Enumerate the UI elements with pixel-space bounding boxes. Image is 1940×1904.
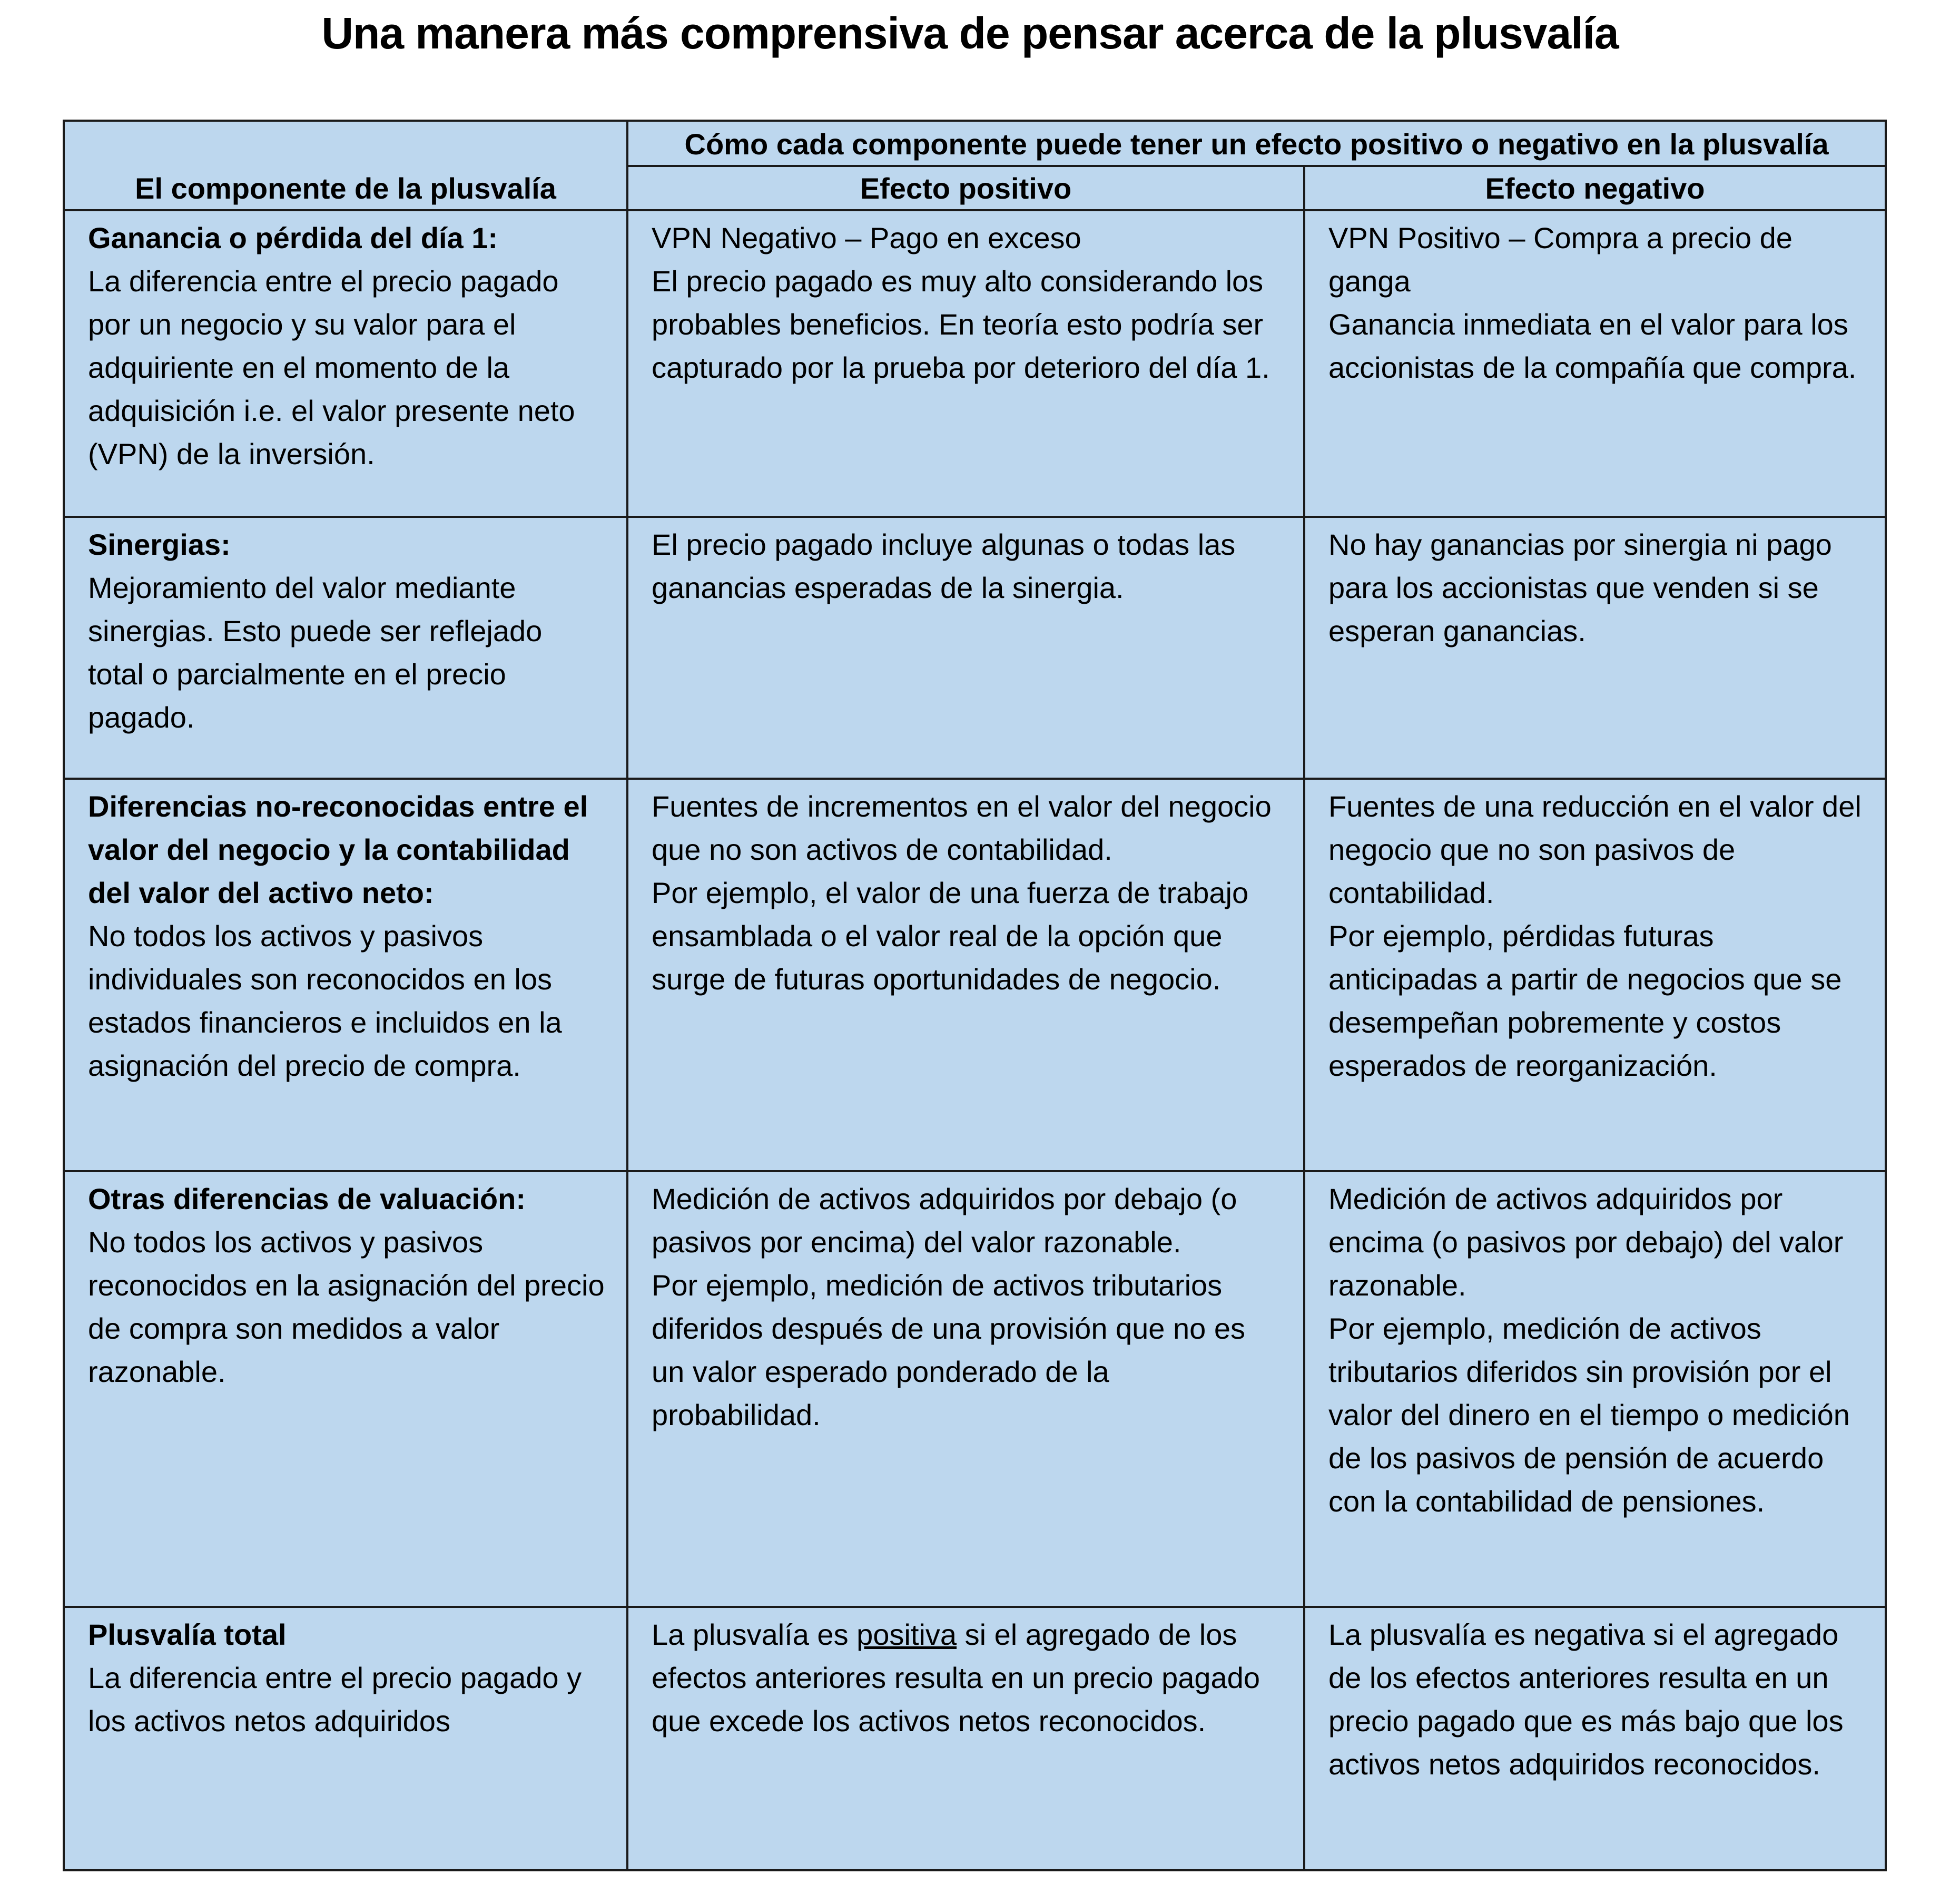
column-header-positive: Efecto positivo (627, 166, 1304, 210)
positive-effect-text-post: si el agregado de los efectos anteriores resulta en un precio pagado que excede los activos netos reconocidos. (652, 1618, 1260, 1738)
positive-effect-example: Por ejemplo, el valor de una fuerza de trabajo ensamblada o el valor real de la opción que surge de futuras oportunidades de negocio. (652, 876, 1249, 996)
positive-effect-cell (627, 1171, 1304, 1607)
negative-effect-text: La plusvalía es negativa si el agregado de los efectos anteriores resulta en un precio pagado que es más bajo que los activos netos adquiridos reconocidos. (1328, 1618, 1844, 1781)
component-description: No todos los activos y pasivos reconocidos en la asignación del precio de compra son medidos a valor razonable. (88, 1225, 605, 1388)
positive-effect-cell (627, 1607, 1304, 1870)
table-row (64, 210, 1886, 517)
goodwill-components-table-container (63, 120, 1885, 1871)
component-title: Diferencias no-reconocidas entre el valor del negocio y la contabilidad del valor del activo neto: (88, 790, 588, 909)
positive-effect-text: Fuentes de incrementos en el valor del negocio que no son activos de contabilidad. (652, 790, 1272, 866)
positive-effect-underlined-word: positiva (856, 1618, 957, 1651)
negative-effect-cell (1304, 517, 1886, 779)
component-cell (64, 210, 627, 517)
positive-effect-cell (627, 779, 1304, 1171)
positive-effect-example: Por ejemplo, medición de activos tributarios diferidos después de una provisión que no es un valor esperado ponderado de la probabilidad. (652, 1269, 1245, 1431)
negative-effect-cell (1304, 1171, 1886, 1607)
negative-effect-text: Fuentes de una reducción en el valor del negocio que no son pasivos de contabilidad. (1328, 790, 1862, 909)
component-cell (64, 1607, 627, 1870)
component-description: La diferencia entre el precio pagado y los activos netos adquiridos (88, 1661, 582, 1738)
negative-effect-text: Ganancia inmediata en el valor para los accionistas de la compañía que compra. (1328, 308, 1857, 384)
negative-effect-cell (1304, 210, 1886, 517)
negative-effect-example: Por ejemplo, medición de activos tributarios diferidos sin provisión por el valor del dinero en el tiempo o medición de los pasivos de pensión de acuerdo con la contabilidad de pensiones. (1328, 1312, 1850, 1518)
negative-effect-text: Medición de activos adquiridos por encima (o pasivos por debajo) del valor razonable. (1328, 1182, 1844, 1302)
component-title: Sinergias: (88, 528, 231, 561)
goodwill-components-table (63, 120, 1887, 1871)
column-header-component: El componente de la plusvalía (64, 166, 627, 210)
component-description: La diferencia entre el precio pagado por un negocio y su valor para el adquiriente en el momento de la adquisición i.e. el valor presente neto (VPN) de la inversión. (88, 264, 575, 470)
table-row (64, 517, 1886, 779)
component-cell (64, 1171, 627, 1607)
positive-effect-text: El precio pagado es muy alto considerando los probables beneficios. En teoría esto podría ser capturado por la prueba por deterioro del día 1. (652, 264, 1270, 384)
negative-effect-heading: VPN Positivo – Compra a precio de ganga (1328, 221, 1793, 298)
table-row (64, 1607, 1886, 1870)
table-header-row-columns (64, 166, 1886, 210)
positive-effect-heading: VPN Negativo – Pago en exceso (652, 221, 1081, 254)
component-description: No todos los activos y pasivos individuales son reconocidos en los estados financieros e incluidos en la asignación del precio de compra. (88, 919, 562, 1082)
table-row (64, 779, 1886, 1171)
table-header-row-group (64, 121, 1886, 166)
table-row (64, 1171, 1886, 1607)
positive-effect-text: El precio pagado incluye algunas o todas las ganancias esperadas de la sinergia. (652, 528, 1236, 604)
negative-effect-text: No hay ganancias por sinergia ni pago para los accionistas que venden si se esperan ganancias. (1328, 528, 1832, 647)
positive-effect-cell (627, 517, 1304, 779)
component-title: Plusvalía total (88, 1618, 287, 1651)
header-empty-cell (64, 121, 627, 166)
component-title: Otras diferencias de valuación: (88, 1182, 526, 1215)
component-description: Mejoramiento del valor mediante sinergias. Esto puede ser reflejado total o parcialmente en el precio pagado. (88, 571, 543, 734)
negative-effect-cell (1304, 779, 1886, 1171)
negative-effect-cell (1304, 1607, 1886, 1870)
page-title: Una manera más comprensiva de pensar acerca de la plusvalía (321, 8, 1619, 58)
column-header-negative: Efecto negativo (1304, 166, 1886, 210)
positive-effect-text-pre: La plusvalía es (652, 1618, 857, 1651)
component-cell (64, 779, 627, 1171)
positive-effect-cell (627, 210, 1304, 517)
component-title: Ganancia o pérdida del día 1: (88, 221, 498, 254)
negative-effect-example: Por ejemplo, pérdidas futuras anticipadas a partir de negocios que se desempeñan pobremente y costos esperados de reorganización. (1328, 919, 1842, 1082)
group-header-effect: Cómo cada componente puede tener un efecto positivo o negativo en la plusvalía (627, 121, 1886, 166)
component-cell (64, 517, 627, 779)
positive-effect-text: Medición de activos adquiridos por debajo (o pasivos por encima) del valor razonable. (652, 1182, 1237, 1259)
